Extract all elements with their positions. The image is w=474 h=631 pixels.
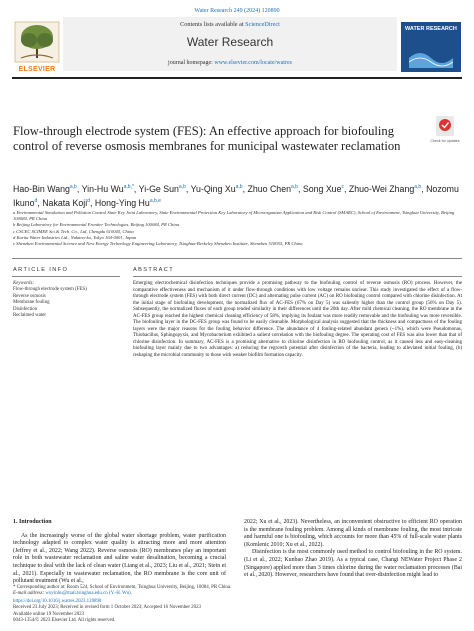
journal-cover-thumbnail[interactable]	[401, 22, 461, 72]
affiliation-list	[13, 210, 463, 247]
journal-reference[interactable]: Water Research 249 (2024) 120890	[194, 8, 280, 14]
contents-prefix: Contents lists available at	[180, 21, 246, 28]
elsevier-tree-logo	[13, 20, 61, 72]
author-name[interactable]: Hong-Ying Hu	[94, 197, 150, 208]
author-name[interactable]: Hao-Bin Wang	[13, 183, 70, 194]
keywords-label: Keywords:	[13, 281, 35, 286]
body-right-column	[244, 519, 462, 580]
article-info-heading: ARTICLE INFO	[13, 267, 69, 273]
sciencedirect-link[interactable]: ScienceDirect	[245, 21, 280, 28]
email-label: E-mail address:	[13, 591, 46, 597]
affiliation: a Environmental Simulation and Pollution Control State Key Joint Laboratory, State Environmental Protection Key Laboratory of Microorganism Application and Risk Control (SMARC), School of Environment, Tsinghua University, Beijing 100084, PR China	[13, 210, 455, 222]
corresponding-footnote	[13, 585, 463, 597]
section-rule	[12, 258, 462, 259]
author-affiliation-marker[interactable]: c	[341, 184, 344, 190]
email-link[interactable]: wuyinhu@mail.tsinghua.edu.cn (Y.-H. Wu).	[45, 591, 132, 597]
abstract-text: Emerging electrochemical disinfection techniques provide a promising pathway to the biofouling control of reverse osmosis (RO) process. However, the comparative effectiveness and mechanism of it under flow-through conditions with low voltage remains unclear. This study investigated the effect of a flow-through electrode system (FES) with both direct current (DC) and alternating pulse current (AC) on RO biofouling control compared with chlorine disinfection. At the initial stage of biofouling development, the normalized flux of AC-FES (67% on Day 5) was saliently higher than the control group (56% on Day 5). Subsequently, the normalized fluxes of each group tended similarity in their differences until the 20th day. After mild chemical cleaning, the RO membrane in the AC-FES group reached the highest chemical cleaning efficiency of 58%, implying its foulant was more readily removable and the biofouling was more reversible. The biofouling layer in the DC-FES group was found to be easily cleanable. Morphological analysis suggested that the thickness and compactness of the fouling layers were the major reasons for the fouling behavior difference. The abundance of 4 fouling-related abundant genera (~1%), which were Pseudomonas, Thiobacillus, Sphingopyxis, and Mycobacterium exhibited a salient correlation with the biofouling degree. The operating cost of FES was also lower than that of chlorine disinfection. In summary, AC-FES is a promising alternative to chlorine disinfection in RO biofouling control, as it caused less and easy-cleaning biofouling layer mainly due to two advantages: a) reducing the regrowth potential after disinfection of the bacteria, leading to alleviated initial fouling, (b) reshaping the microbial community to those with weaker biofilm formation capacity.	[133, 281, 462, 358]
author-affiliation-marker[interactable]: a,b,*	[123, 184, 134, 190]
author-name[interactable]: Nakata Koji	[42, 197, 88, 208]
author-name[interactable]: Zhuo-Wei Zhang	[348, 183, 415, 194]
keyword: Reclaimed water	[13, 313, 46, 319]
keywords-block	[13, 281, 123, 319]
homepage-link[interactable]: www.elsevier.com/locate/watres	[214, 60, 292, 66]
cover-title: WATER RESEARCH	[405, 26, 457, 32]
article-info-rule	[12, 276, 120, 277]
journal-homepage	[63, 60, 397, 66]
author-name[interactable]: Zhuo Chen	[247, 183, 291, 194]
journal-title[interactable]: Water Research	[186, 35, 274, 49]
svg-text:Check for updates: Check for updates	[430, 139, 460, 143]
author-name[interactable]: Yin-Hu Wu	[81, 183, 124, 194]
keyword: Disinfection	[13, 306, 38, 312]
body-paragraph: As the increasingly worse of the global water shortage problem, water purification technology adapted to complex water quality is attracting more and more attention (Jeffrey et al., 2022; Wang 2022). Reverse osmosis (RO) membranes play an important role in both wastewater reclamation and saline water desalination, becoming a crucial technique to deal with the lack of clean water (Liang et al., 2023; Liu et al., 2021; Stein et al., 2021). Especially in wastewater reclamation, the RO membrane is the core unit of pollutant treatment (Wu et al.,	[13, 532, 226, 585]
author-name[interactable]: Yu-Qing Xu	[190, 183, 236, 194]
author-affiliation-marker[interactable]: a,b	[178, 184, 186, 190]
cover-wave-icon	[409, 44, 453, 68]
author-name[interactable]: Nozomu Ikuno	[13, 183, 459, 208]
received-dates: Received 23 July 2023; Received in revised form 1 October 2023; Accepted 16 November 2023	[13, 605, 201, 611]
author-name[interactable]: Yi-Ge Sun	[138, 183, 179, 194]
corresponding-author-note: * Corresponding author at: Room 524, School of Environment, Tsinghua University, Beijing, 10084, PR China.	[13, 585, 232, 590]
homepage-prefix: journal homepage:	[168, 60, 215, 66]
author-affiliation-marker[interactable]: a,b	[69, 184, 77, 190]
body-paragraph: Disinfection is the most commonly used method to control biofouling in the RO system. (Li et al., 2022; Kunbao Zhao 2019). As a typical case, Changi NEWater Project Phase 2 (Singapore) applied more than 3 times chlorine during the water reclamation processes (Bai et al., 2020). However, researchers have found that over-disinfection might lead to	[244, 549, 462, 579]
doi-link[interactable]: https://doi.org/10.1016/j.watres.2023.120890	[13, 599, 102, 604]
issn-copyright: 0043-1354/© 2023 Elsevier Ltd. All rights reserved.	[13, 618, 116, 624]
author-affiliation-marker[interactable]: a,b	[235, 184, 243, 190]
affiliation: e Shenzhen Environmental Science and New Energy Technology Engineering Laboratory, Tsinghua-Berkeley Shenzhen Institute, Shenzhen 518055, PR China	[13, 241, 303, 247]
author-list: Hao-Bin Wang$^{a,b}$, Yin-Hu $Wu^{a,b,*}$, Yi-Ge Sun$^{a,b}$, Yu-Qing Xu$^{a,b}$, Zhuo Chen$^{a,b}$, Song Xue$^c$, Zhuo-Wei Zhang$^{a,b}$, Nozomu Ikuno$^d$, Nakata Koji$^d$, Hong-Ying Hu$^{a,b,e}$	[13, 183, 459, 208]
keyword: Flow-through electrode system (FES)	[13, 287, 87, 293]
contents-line	[63, 21, 397, 28]
article-footer	[13, 599, 313, 625]
abstract-rule	[133, 276, 462, 277]
check-for-updates-icon[interactable]	[430, 116, 460, 144]
affiliation: b Beijing Laboratory for Environmental Frontier Technologies, Beijing 100084, PR China	[13, 222, 180, 228]
available-online: Available online 19 November 2023	[13, 611, 85, 617]
body-paragraph: 2022; Xu et al., 2023). Nevertheless, an inconvenient obstructive to efficient RO operation is the membrane fouling problem. Among all kinds of membrane fouling, the most intricate and harmful one is biofouling, which accounts for more than 45% of full-scale water plants (Komlenic 2010; Xu et al., 2022).	[244, 519, 462, 548]
author-affiliation-marker[interactable]: d	[87, 197, 90, 204]
affiliation: d Kurita Water Industries Ltd., Nakano-ku, Tokyo 164-0001, Japan	[13, 234, 137, 240]
abstract-heading: ABSTRACT	[133, 267, 175, 273]
author-affiliation-marker[interactable]: a,b,e	[149, 197, 161, 204]
introduction-heading: 1. Introduction	[13, 519, 52, 525]
body-left-column	[13, 519, 226, 586]
affiliation: c CSCEC SCIMEE Sci.& Tech. Co., Ltd, Chengdu 610045, China	[13, 228, 134, 234]
keyword: Membrane fouling	[13, 300, 50, 306]
author-affiliation-marker[interactable]: a,b	[290, 184, 298, 190]
article-title: Flow-through electrode system (FES): An effective approach for biofouling control of reverse osmosis membranes for municipal wastewater reclamation	[13, 124, 401, 153]
header-rule	[12, 77, 462, 79]
author-name[interactable]: Song Xue	[302, 183, 342, 194]
publisher-wordmark[interactable]: ELSEVIER	[18, 66, 56, 73]
author-affiliation-marker[interactable]: d	[34, 197, 38, 204]
author-affiliation-marker[interactable]: a,b	[414, 184, 422, 190]
keyword: Reverse osmosis	[13, 293, 46, 299]
